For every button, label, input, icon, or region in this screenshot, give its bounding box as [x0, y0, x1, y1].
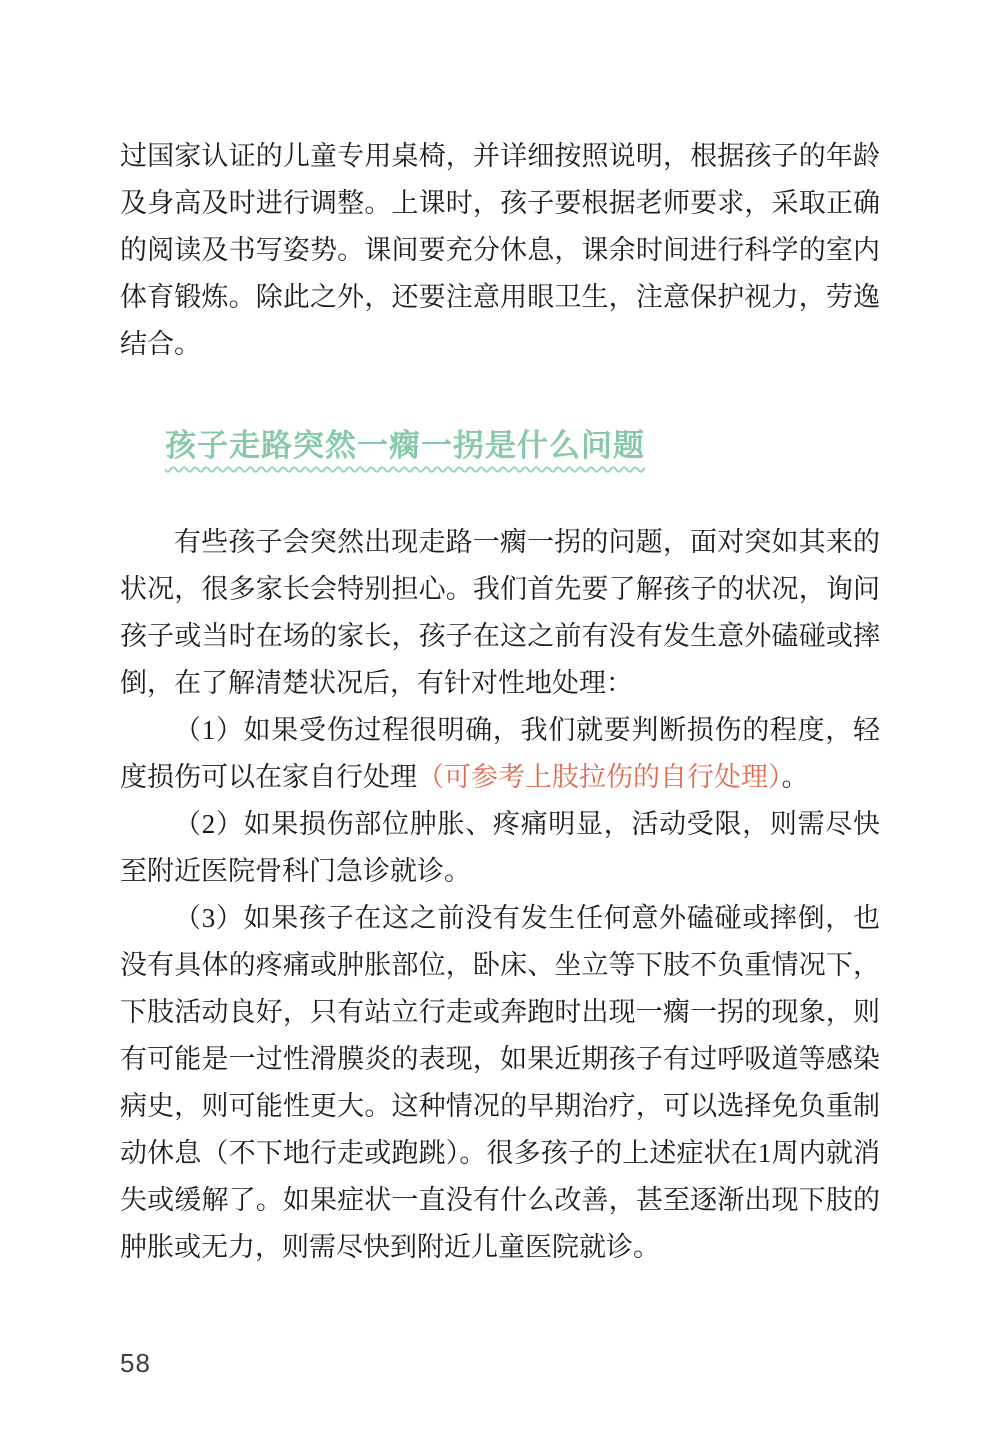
list-item-2: （2）如果损伤部位肿胀、疼痛明显，活动受限，则需尽快至附近医院骨科门急诊就诊。 [120, 809, 880, 886]
page-number: 58 [120, 1348, 151, 1378]
list-item-3: （3）如果孩子在这之前没有发生任何意外磕碰或摔倒，也没有具体的疼痛或肿胀部位，卧床、坐立等下肢不负重情况下，下肢活动良好，只有站立行走或奔跑时出现一瘸一拐的现象，则有可能是一过性滑膜炎的表现，如果近期孩子有过呼吸道等感染病史，则可能性更大。这种情况的早期治疗，可以选择免负重制动休息（不下地行走或跑跳）。很多孩子的上述症状在1周内就消失或缓解了。如果症状一直没有什么改善，甚至逐渐出现下肢的肿胀或无力，则需尽快到附近儿童医院就诊。 [120, 903, 880, 1262]
lead-paragraph: 有些孩子会突然出现走路一瘸一拐的问题，面对突如其来的状况，很多家长会特别担心。我们首先要了解孩子的状况，询问孩子或当时在场的家长，孩子在这之前有没有发生意外磕碰或摔倒，在了解清楚状况后，有针对性地处理： [120, 527, 880, 698]
section-heading [165, 425, 880, 467]
list-item-1-period: 。 [781, 762, 809, 792]
section-heading-text: 孩子走路突然一瘸一拐是什么问题 [165, 428, 645, 463]
list-item-1-text: （1）如果受伤过程很明确，我们就要判断损伤的程度，轻度损伤可以在家自行处理 [120, 715, 880, 792]
page-content [120, 133, 880, 1271]
intro-paragraph: 过国家认证的儿童专用桌椅，并详细按照说明，根据孩子的年龄及身高及时进行调整。上课时，孩子要根据老师要求，采取正确的阅读及书写姿势。课间要充分休息，课余时间进行科学的室内体育锻炼。除此之外，还要注意用眼卫生，注意保护视力，劳逸结合。 [120, 141, 880, 359]
cross-reference-text: （可参考上肢拉伤的自行处理） [417, 762, 782, 792]
list-item-1 [120, 707, 880, 801]
